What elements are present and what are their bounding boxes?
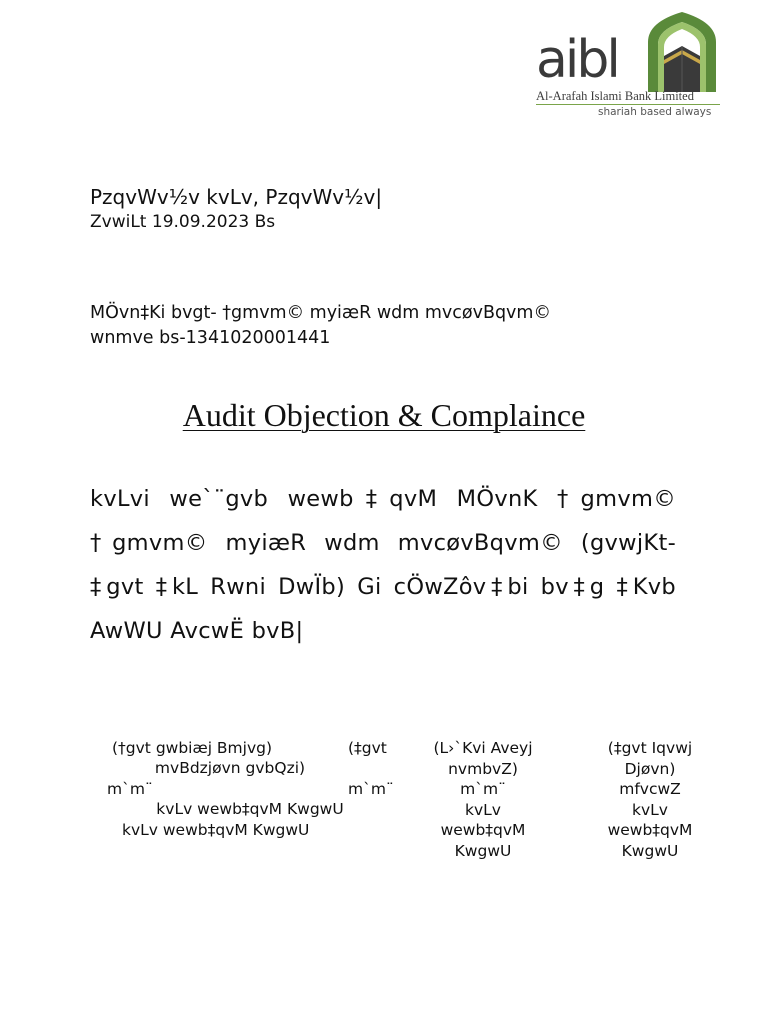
signature-line: wewb‡qvM (440, 821, 526, 839)
signature-line: mvBdzjøvn gvbQzi) (154, 759, 306, 777)
body-line: ‡gvt ‡kL Rwni DwÏb) Gi cÖwZôv‡bi bv‡g ‡Kvb (90, 574, 676, 600)
signature-line: (†gvt gwbiæj Bmjvg) (112, 739, 273, 757)
signature-line: kvLv wewb‡qvM KwgwU (122, 821, 310, 839)
signature-line: kvLv wewb‡qvM KwgwU (156, 800, 344, 818)
bank-logo (530, 8, 730, 123)
signature-line: m`m¨ (107, 780, 153, 798)
signature-line: m`m¨ (460, 780, 506, 798)
document-title: Audit Objection & Complaince (182, 397, 586, 433)
body-line: AwWU AvcwË bvB| (90, 618, 304, 644)
signature-line: KwgwU (454, 841, 512, 860)
body-line: kvLvi we`¨gvb wewb‡qvM MÖvnK †gmvm© (90, 486, 676, 512)
signature-block-1 (112, 738, 298, 759)
signature-line: (L›`Kvi Aveyj (433, 739, 533, 757)
signature-line: (‡gvt Iqvwj (607, 739, 693, 757)
signature-line: (‡gvt (348, 739, 387, 757)
body-paragraph (90, 477, 676, 653)
signature-block-1-cont (100, 758, 360, 779)
signature-committee-1b (122, 820, 309, 841)
signature-line: mfvcwZ (619, 780, 681, 798)
logo-wordmark: aibl (536, 30, 618, 90)
bank-name: Al-Arafah Islami Bank Limited (536, 90, 720, 105)
bank-tagline: shariah based always (598, 106, 712, 118)
signature-line: Djøvn) (624, 759, 676, 778)
signature-line: wewb‡qvM (607, 821, 693, 839)
signature-member-2 (348, 779, 394, 800)
letter-date: ZvwiLt 19.09.2023 Bs (90, 212, 276, 232)
signature-block-4 (590, 738, 710, 861)
branch-address: PzqvWv½v kvLv, PzqvWv½v| (90, 185, 383, 209)
account-number: wnmve bs-1341020001441 (90, 328, 331, 348)
signature-member-1 (107, 779, 153, 800)
signature-line: kvLv (632, 800, 668, 819)
signature-line: m`m¨ (348, 780, 394, 798)
kaaba-arch-icon (642, 8, 722, 92)
signature-line: kvLv (465, 800, 501, 819)
signature-block-3 (420, 738, 546, 861)
signature-line: KwgwU (621, 841, 679, 860)
signature-committee-1 (120, 799, 380, 820)
signature-line: nvmbvZ) (448, 759, 518, 778)
signature-block-2 (348, 738, 387, 759)
body-line: †gmvm© myiæR wdm mvcøvBqvm© (gvwjKt- (90, 530, 676, 556)
customer-name: MÖvn‡Ki bvgt- †gmvm© myiæR wdm mvcøvBqvm© (90, 303, 551, 323)
